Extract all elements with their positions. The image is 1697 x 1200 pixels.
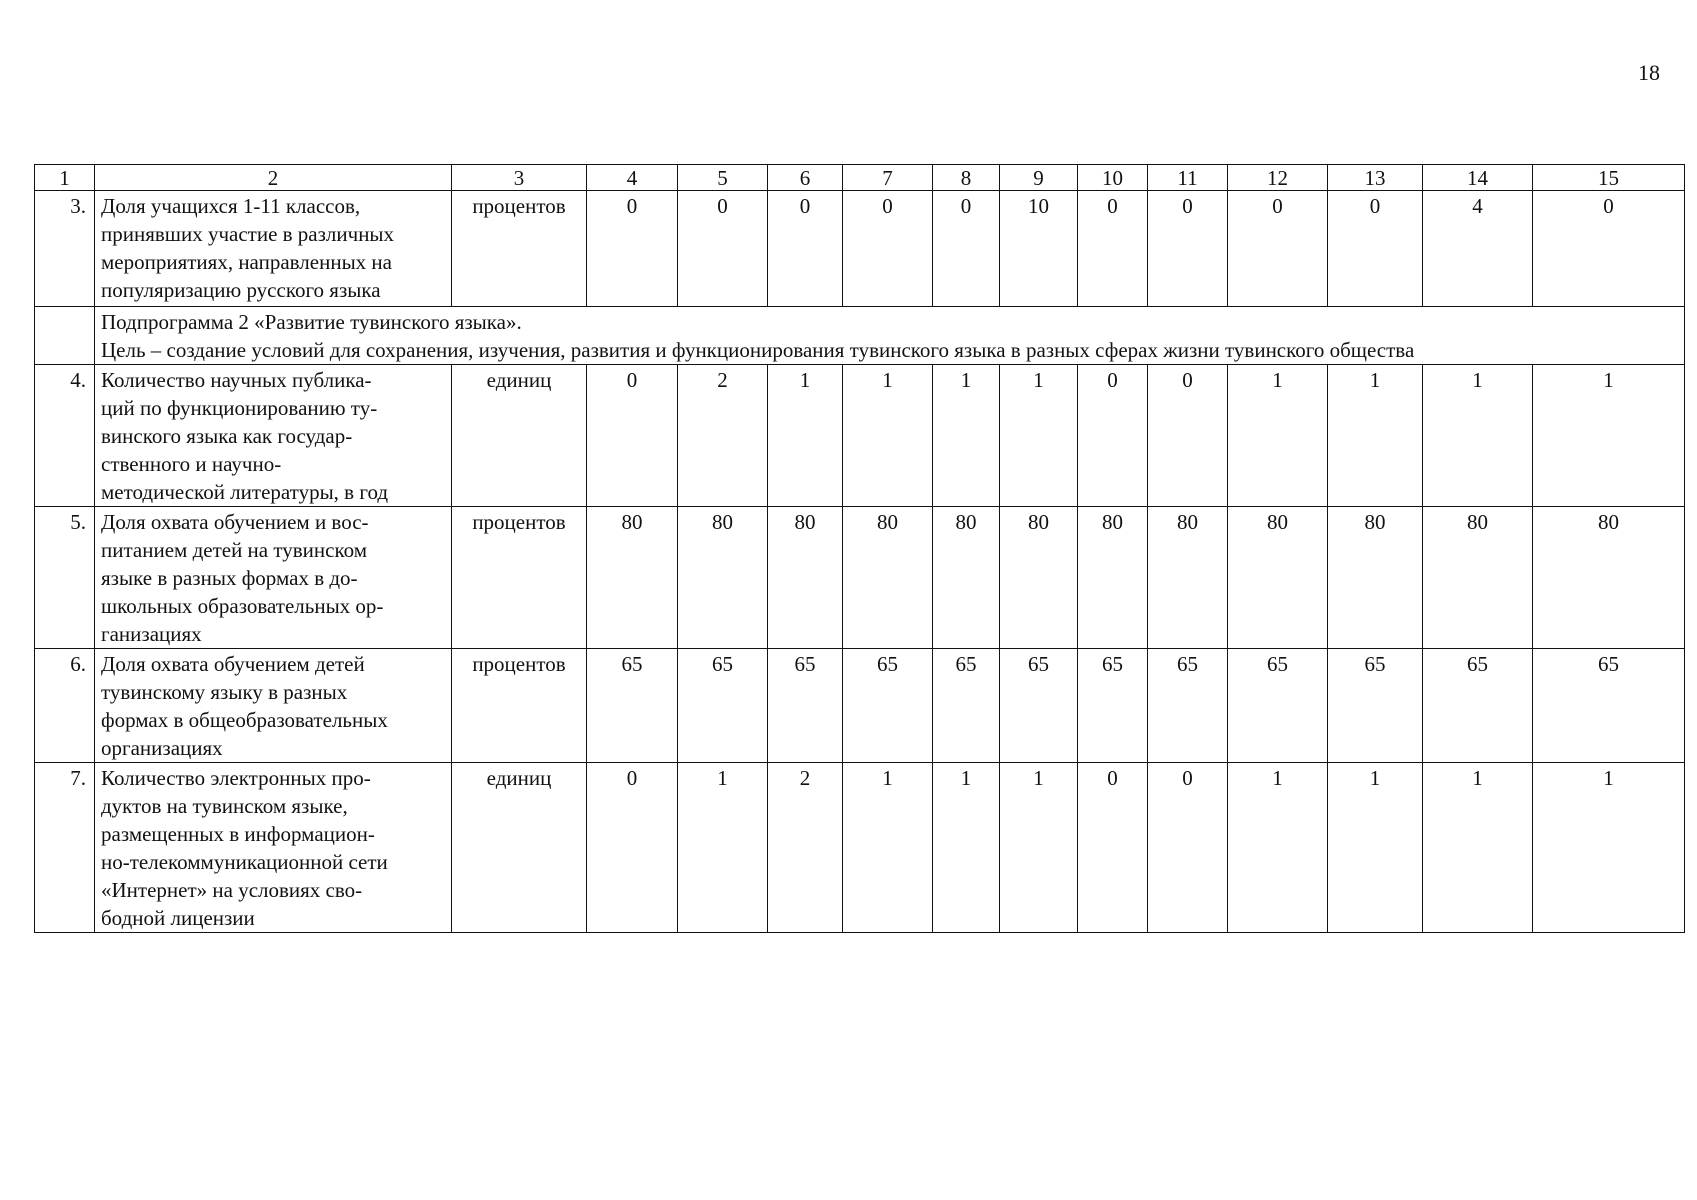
indicator-description xyxy=(95,365,452,507)
value-cell: 80 xyxy=(1328,507,1423,649)
description-line: Количество электронных про- xyxy=(101,766,371,790)
description-line: но-телекоммуникационной сети xyxy=(101,850,388,874)
value-cell: 65 xyxy=(1000,649,1078,763)
subprogram-goal: Цель – создание условий для сохранения, изучения, развития и функционирования тувинского языка в разных сферах жизни тувинского общества xyxy=(101,338,1415,362)
value-cell: 80 xyxy=(1000,507,1078,649)
value-cell: 65 xyxy=(678,649,768,763)
value-cell: 0 xyxy=(1228,191,1328,307)
subprogram-section xyxy=(95,307,1685,365)
description-line: школьных образовательных ор- xyxy=(101,594,384,618)
value-cell: 1 xyxy=(843,365,933,507)
value-cell: 0 xyxy=(843,191,933,307)
row-number: 7. xyxy=(35,763,95,933)
value-cell: 65 xyxy=(1423,649,1533,763)
value-cell: 0 xyxy=(1148,763,1228,933)
section-empty-cell xyxy=(35,307,95,365)
description-line: Доля охвата обучением детей xyxy=(101,652,365,676)
column-header: 1 xyxy=(35,165,95,191)
description-line: Доля охвата обучением и вос- xyxy=(101,510,369,534)
row-number: 6. xyxy=(35,649,95,763)
value-cell: 65 xyxy=(843,649,933,763)
row-number: 4. xyxy=(35,365,95,507)
description-line: бодной лицензии xyxy=(101,906,255,930)
description-line: формах в общеобразовательных xyxy=(101,708,388,732)
unit-cell: процентов xyxy=(452,507,587,649)
description-line: питанием детей на тувинском xyxy=(101,538,368,562)
table-row xyxy=(35,191,1685,307)
column-header: 7 xyxy=(843,165,933,191)
description-line: принявших участие в различных xyxy=(101,222,395,246)
value-cell: 0 xyxy=(1328,191,1423,307)
indicator-description xyxy=(95,191,452,307)
row-number: 5. xyxy=(35,507,95,649)
unit-cell: единиц xyxy=(452,365,587,507)
value-cell: 1 xyxy=(1000,763,1078,933)
value-cell: 80 xyxy=(1148,507,1228,649)
table-row xyxy=(35,763,1685,933)
description-line: Доля учащихся 1-11 классов, xyxy=(101,194,361,218)
value-cell: 80 xyxy=(933,507,1000,649)
value-cell: 65 xyxy=(933,649,1000,763)
value-cell: 1 xyxy=(1423,763,1533,933)
description-line: дуктов на тувинском языке, xyxy=(101,794,348,818)
description-line: винского языка как государ- xyxy=(101,424,353,448)
description-line: Количество научных публика- xyxy=(101,368,372,392)
column-header: 10 xyxy=(1078,165,1148,191)
value-cell: 65 xyxy=(587,649,678,763)
column-header: 11 xyxy=(1148,165,1228,191)
value-cell: 65 xyxy=(1533,649,1685,763)
value-cell: 80 xyxy=(1078,507,1148,649)
table-row xyxy=(35,365,1685,507)
column-header: 8 xyxy=(933,165,1000,191)
value-cell: 0 xyxy=(768,191,843,307)
value-cell: 1 xyxy=(1228,365,1328,507)
column-header: 13 xyxy=(1328,165,1423,191)
subprogram-section-row xyxy=(35,307,1685,365)
column-header: 2 xyxy=(95,165,452,191)
value-cell: 0 xyxy=(587,365,678,507)
column-header: 6 xyxy=(768,165,843,191)
value-cell: 80 xyxy=(1423,507,1533,649)
value-cell: 65 xyxy=(1328,649,1423,763)
value-cell: 80 xyxy=(1533,507,1685,649)
value-cell: 0 xyxy=(587,763,678,933)
subprogram-title: Подпрограмма 2 «Развитие тувинского языка». xyxy=(101,310,522,334)
column-header: 5 xyxy=(678,165,768,191)
value-cell: 65 xyxy=(1228,649,1328,763)
value-cell: 1 xyxy=(933,365,1000,507)
value-cell: 0 xyxy=(1078,191,1148,307)
value-cell: 4 xyxy=(1423,191,1533,307)
description-line: организациях xyxy=(101,736,223,760)
value-cell: 0 xyxy=(587,191,678,307)
column-header: 9 xyxy=(1000,165,1078,191)
unit-cell: процентов xyxy=(452,191,587,307)
value-cell: 1 xyxy=(1328,763,1423,933)
column-header: 3 xyxy=(452,165,587,191)
value-cell: 1 xyxy=(933,763,1000,933)
column-header: 15 xyxy=(1533,165,1685,191)
value-cell: 80 xyxy=(843,507,933,649)
description-line: тувинскому языку в разных xyxy=(101,680,348,704)
table-row xyxy=(35,507,1685,649)
description-line: размещенных в информацион- xyxy=(101,822,375,846)
description-line: мероприятиях, направленных на xyxy=(101,250,392,274)
value-cell: 10 xyxy=(1000,191,1078,307)
value-cell: 80 xyxy=(768,507,843,649)
value-cell: 1 xyxy=(1000,365,1078,507)
indicator-description xyxy=(95,649,452,763)
value-cell: 65 xyxy=(1148,649,1228,763)
value-cell: 0 xyxy=(1148,365,1228,507)
value-cell: 1 xyxy=(1328,365,1423,507)
value-cell: 2 xyxy=(678,365,768,507)
value-cell: 1 xyxy=(1533,365,1685,507)
value-cell: 65 xyxy=(768,649,843,763)
value-cell: 1 xyxy=(678,763,768,933)
description-line: ганизациях xyxy=(101,622,202,646)
value-cell: 0 xyxy=(1078,763,1148,933)
description-line: языке в разных формах в до- xyxy=(101,566,358,590)
unit-cell: единиц xyxy=(452,763,587,933)
value-cell: 1 xyxy=(1423,365,1533,507)
description-line: «Интернет» на условиях сво- xyxy=(101,878,363,902)
column-header: 14 xyxy=(1423,165,1533,191)
table-header-row xyxy=(35,165,1685,191)
value-cell: 2 xyxy=(768,763,843,933)
value-cell: 0 xyxy=(678,191,768,307)
description-line: ственного и научно- xyxy=(101,452,282,476)
indicators-table xyxy=(34,164,1685,933)
value-cell: 1 xyxy=(768,365,843,507)
value-cell: 0 xyxy=(1533,191,1685,307)
description-line: ций по функционированию ту- xyxy=(101,396,378,420)
description-line: популяризацию русского языка xyxy=(101,278,381,302)
column-header: 4 xyxy=(587,165,678,191)
value-cell: 65 xyxy=(1078,649,1148,763)
value-cell: 80 xyxy=(587,507,678,649)
value-cell: 1 xyxy=(1533,763,1685,933)
value-cell: 1 xyxy=(1228,763,1328,933)
indicator-description xyxy=(95,507,452,649)
value-cell: 0 xyxy=(1078,365,1148,507)
row-number: 3. xyxy=(35,191,95,307)
value-cell: 80 xyxy=(1228,507,1328,649)
description-line: методической литературы, в год xyxy=(101,480,389,504)
value-cell: 0 xyxy=(1148,191,1228,307)
value-cell: 80 xyxy=(678,507,768,649)
value-cell: 1 xyxy=(843,763,933,933)
column-header: 12 xyxy=(1228,165,1328,191)
indicator-description xyxy=(95,763,452,933)
page-number: 18 xyxy=(1638,60,1660,85)
value-cell: 0 xyxy=(933,191,1000,307)
table-row xyxy=(35,649,1685,763)
unit-cell: процентов xyxy=(452,649,587,763)
